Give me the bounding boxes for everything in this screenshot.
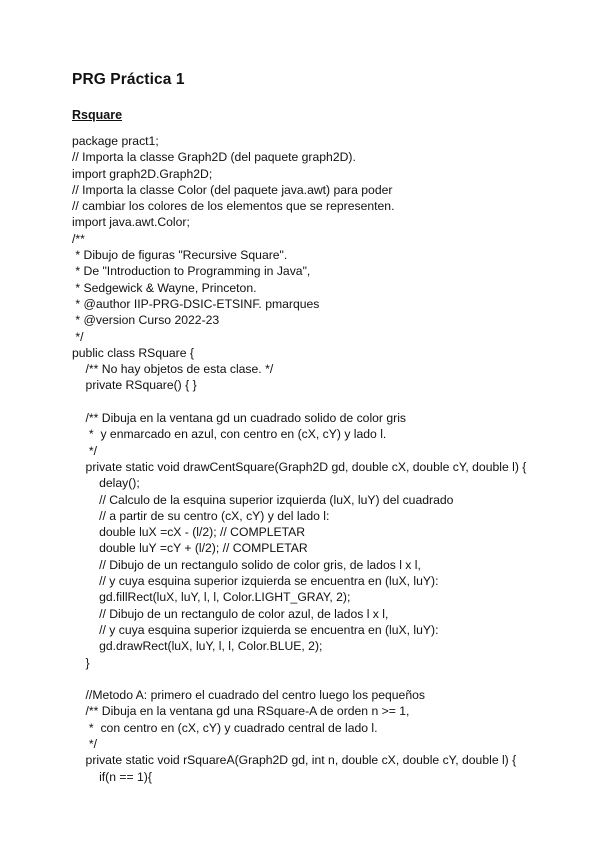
code-line: * De "Introduction to Programming in Java", (72, 264, 311, 279)
code-line: /** Dibuja en la ventana gd un cuadrado solido de color gris (72, 411, 407, 426)
code-line: // Importa la classe Color (del paquete java.awt) para poder (72, 182, 393, 197)
code-line: */ (72, 443, 98, 458)
code-line: // a partir de su centro (cX, cY) y del lado l: (72, 508, 330, 523)
code-line: // Dibujo de un rectangulo solido de color gris, de lados l x l, (72, 557, 421, 572)
code-line: if(n == 1){ (72, 769, 152, 784)
code-line: * y enmarcado en azul, con centro en (cX, cY) y lado l. (72, 427, 387, 442)
code-line: /** No hay objetos de esta clase. */ (72, 362, 274, 377)
code-line: // Dibujo de un rectangulo de color azul, de lados l x l, (72, 606, 389, 621)
code-line: /** Dibuja en la ventana gd una RSquare-A de orden n >= 1, (72, 704, 410, 719)
code-line: // y cuya esquina superior izquierda se encuentra en (luX, luY): (72, 622, 439, 637)
code-line: // cambiar los colores de los elementos que se representen. (72, 199, 395, 214)
code-line: import java.awt.Color; (72, 215, 190, 230)
page-title: PRG Práctica 1 (72, 71, 185, 88)
code-block (72, 133, 592, 785)
code-line: delay(); (72, 476, 140, 491)
code-line: double luY =cY + (l/2); // COMPLETAR (72, 541, 308, 556)
code-line: private static void rSquareA(Graph2D gd, int n, double cX, double cY, double l) { (72, 753, 517, 768)
code-line: } (72, 655, 90, 670)
code-line: /** (72, 231, 85, 246)
code-line: import graph2D.Graph2D; (72, 166, 213, 181)
code-line: * @version Curso 2022-23 (72, 313, 220, 328)
code-line: */ (72, 736, 98, 751)
code-line: */ (72, 329, 84, 344)
code-line: //Metodo A: primero el cuadrado del centro luego los pequeños (72, 688, 425, 703)
code-line: * Dibujo de figuras "Recursive Square". (72, 248, 288, 263)
code-line: double luX =cX - (l/2); // COMPLETAR (72, 525, 306, 540)
code-line (72, 671, 592, 687)
code-line: gd.drawRect(luX, luY, l, l, Color.BLUE, 2); (72, 639, 323, 654)
code-line: * @author IIP-PRG-DSIC-ETSINF. pmarques (72, 296, 320, 311)
code-line: * con centro en (cX, cY) y cuadrado central de lado l. (72, 720, 378, 735)
code-line (72, 394, 592, 410)
section-heading: Rsquare (72, 108, 123, 122)
code-line: private RSquare() { } (72, 378, 197, 393)
code-line: private static void drawCentSquare(Graph2D gd, double cX, double cY, double l) { (72, 459, 527, 474)
code-line: // Calculo de la esquina superior izquierda (luX, luY) del cuadrado (72, 492, 454, 507)
code-line: // Importa la classe Graph2D (del paquete graph2D). (72, 150, 356, 165)
code-line: public class RSquare { (72, 345, 194, 360)
code-line: package pract1; (72, 134, 159, 148)
code-line: * Sedgewick & Wayne, Princeton. (72, 280, 257, 295)
code-line: // y cuya esquina superior izquierda se encuentra en (luX, luY): (72, 574, 439, 589)
code-line: gd.fillRect(luX, luY, l, l, Color.LIGHT_GRAY, 2); (72, 590, 351, 605)
